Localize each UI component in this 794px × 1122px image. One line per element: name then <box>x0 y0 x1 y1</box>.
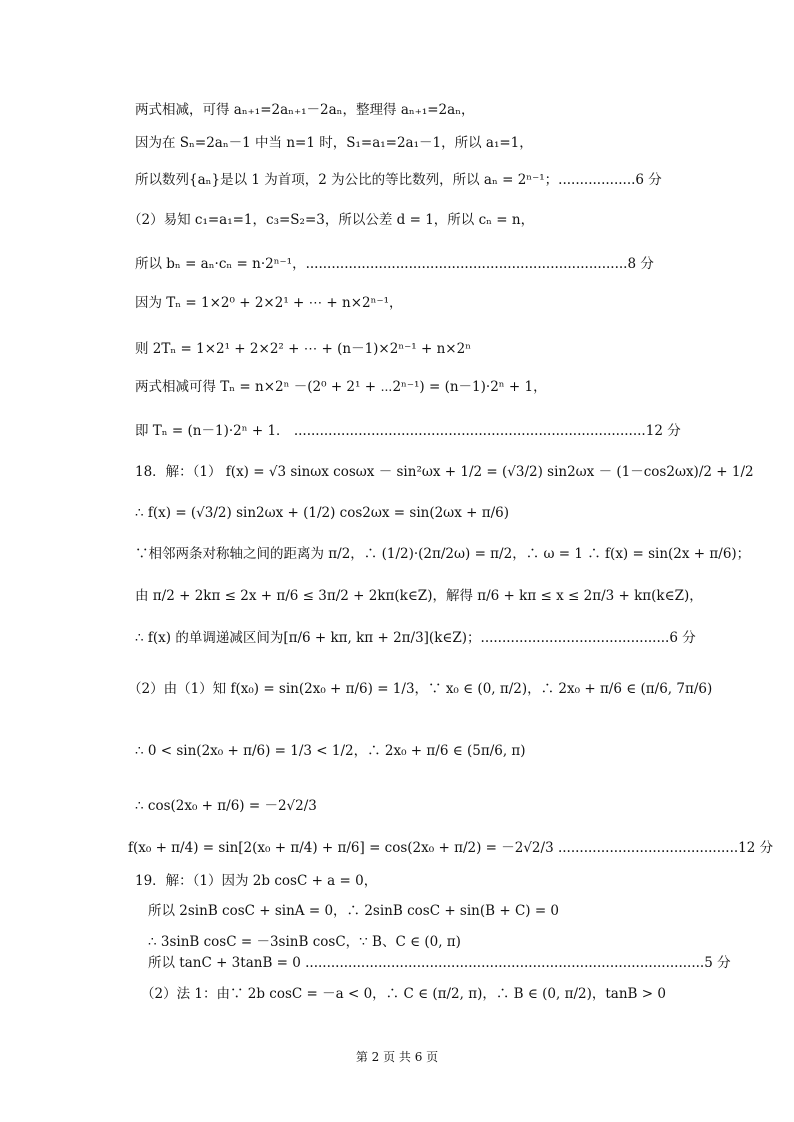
text-line: 因为在 Sₙ=2aₙ－1 中当 n=1 时，S₁=a₁=2a₁－1，所以 a₁=1， <box>135 135 533 151</box>
text-line: 则 2Tₙ = 1×2¹ + 2×2² + ⋯ + (n－1)×2ⁿ⁻¹ + n×2ⁿ <box>135 341 472 357</box>
text-line: 由 π/2 + 2kπ ≤ 2x + π/6 ≤ 3π/2 + 2kπ(k∈Z)，解得 π/6 + kπ ≤ x ≤ 2π/3 + kπ(k∈Z)， <box>135 588 703 604</box>
text-line: 所以 2sinB cosC + sinA = 0，∴ 2sinB cosC + sin(B + C) = 0 <box>148 903 560 919</box>
text-line: 两式相减可得 Tₙ = n×2ⁿ －(2⁰ + 2¹ + ⋯2ⁿ⁻¹) = (n－1)·2ⁿ + 1， <box>135 379 547 395</box>
text-line: 19．解：（1）因为 2b cosC + a = 0， <box>135 873 378 889</box>
text-line: ∵相邻两条对称轴之间的距离为 π/2，∴ (1/2)·(2π/2ω) = π/2，∴ ω = 1 ∴ f(x) = sin(2x + π/6)； <box>135 546 751 562</box>
text-line: ∴ f(x) 的单调递减区间为[π/6 + kπ, kπ + 2π/3](k∈Z)；............................................6 分 <box>135 630 696 646</box>
text-line: 所以数列{aₙ}是以 1 为首项，2 为公比的等比数列，所以 aₙ = 2ⁿ⁻¹；..................6 分 <box>135 172 662 188</box>
text-line: 所以 bₙ = aₙ·cₙ = n·2ⁿ⁻¹，...........................................................................8 分 <box>135 256 654 272</box>
text-line: ∴ 0 < sin(2x₀ + π/6) = 1/3 < 1/2，∴ 2x₀ + π/6 ∈ (5π/6, π) <box>135 743 526 759</box>
text-line: （2）法 1：由∵ 2b cosC = －a < 0，∴ C ∈ (π/2, π)，∴ B ∈ (0, π/2)，tanB > 0 <box>141 986 666 1002</box>
page-footer: 第 2 页 共 6 页 <box>355 1050 439 1064</box>
text-line: 所以 tanC + 3tanB = 0 .............................................................................................5 分 <box>148 955 731 971</box>
text-line: 18．解：（1） f(x) = √3 sinωx cosωx － sin²ωx + 1/2 = (√3/2) sin2ωx － (1－cos2ωx)/2 + 1/2 <box>135 464 754 480</box>
text-line: ∴ f(x) = (√3/2) sin2ωx + (1/2) cos2ωx = sin(2ωx + π/6) <box>135 505 509 521</box>
text-line: （2）易知 c₁=a₁=1，c₃=S₂=3，所以公差 d = 1，所以 cₙ = n， <box>128 212 535 228</box>
text-line: ∴ 3sinB cosC = －3sinB cosC，∵ B、C ∈ (0, π) <box>148 934 461 950</box>
text-line: 即 Tₙ = (n－1)·2ⁿ + 1． ..................................................................................12 分 <box>135 423 681 439</box>
text-line: 因为 Tₙ = 1×2⁰ + 2×2¹ + ⋯ + n×2ⁿ⁻¹， <box>135 295 403 311</box>
text-line: ∴ cos(2x₀ + π/6) = －2√2/3 <box>135 798 317 814</box>
text-line: 两式相减，可得 aₙ₊₁=2aₙ₊₁－2aₙ，整理得 aₙ₊₁=2aₙ， <box>135 102 475 118</box>
text-line: （2）由（1）知 f(x₀) = sin(2x₀ + π/6) = 1/3，∵ x₀ ∈ (0, π/2)，∴ 2x₀ + π/6 ∈ (π/6, 7π/6) <box>128 681 713 697</box>
text-line: f(x₀ + π/4) = sin[2(x₀ + π/4) + π/6] = cos(2x₀ + π/2) = －2√2/3 ..........................................12 分 <box>128 840 774 856</box>
